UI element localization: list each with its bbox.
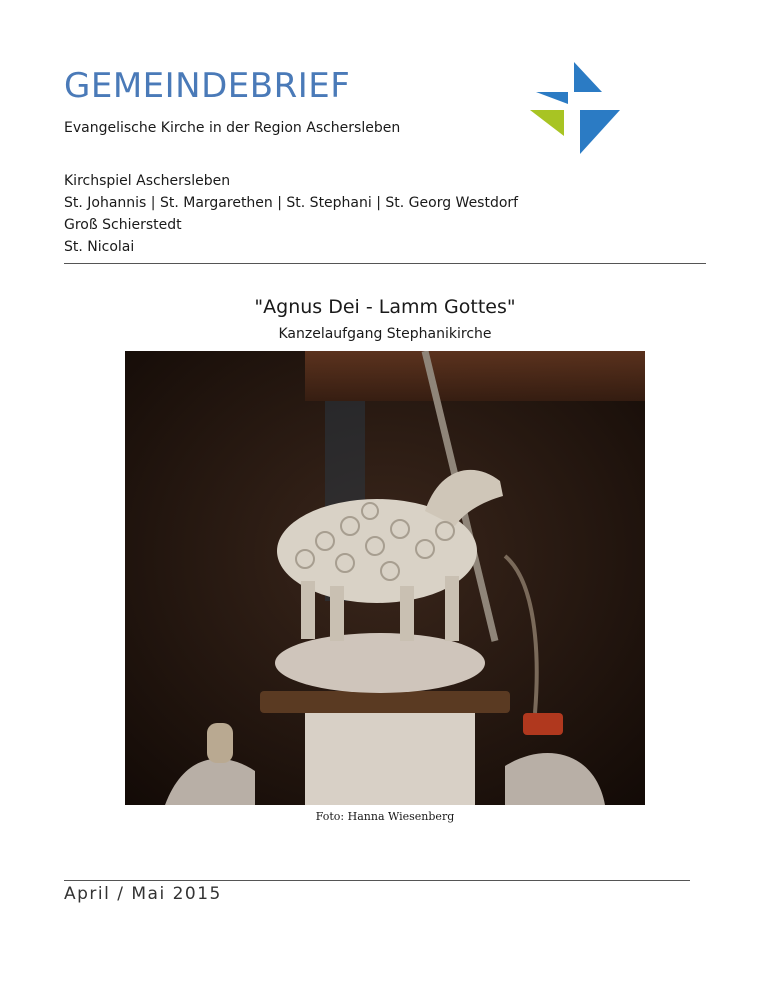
- parish-line: Groß Schierstedt: [64, 217, 182, 233]
- parish-list: [64, 170, 518, 258]
- feature-title: "Agnus Dei - Lamm Gottes": [254, 296, 516, 318]
- parish-line: St. Nicolai: [64, 239, 135, 255]
- feature-subtitle: Kanzelaufgang Stephanikirche: [278, 326, 492, 342]
- parish-line: Kirchspiel Aschersleben: [64, 173, 231, 189]
- cover-photo: [125, 351, 645, 805]
- newsletter-subtitle: Evangelische Kirche in der Region Aschersleben: [64, 120, 401, 136]
- newsletter-title: GEMEINDEBRIEF: [64, 66, 351, 106]
- issue-date: April / Mai 2015: [64, 884, 222, 904]
- photo-credit: Foto: Hanna Wiesenberg: [315, 810, 455, 823]
- cross-logo-icon: [526, 62, 622, 154]
- parish-line: St. Johannis | St. Margarethen | St. Stephani | St. Georg Westdorf: [64, 195, 519, 211]
- footer-divider: [64, 880, 690, 881]
- header-divider: [64, 263, 706, 264]
